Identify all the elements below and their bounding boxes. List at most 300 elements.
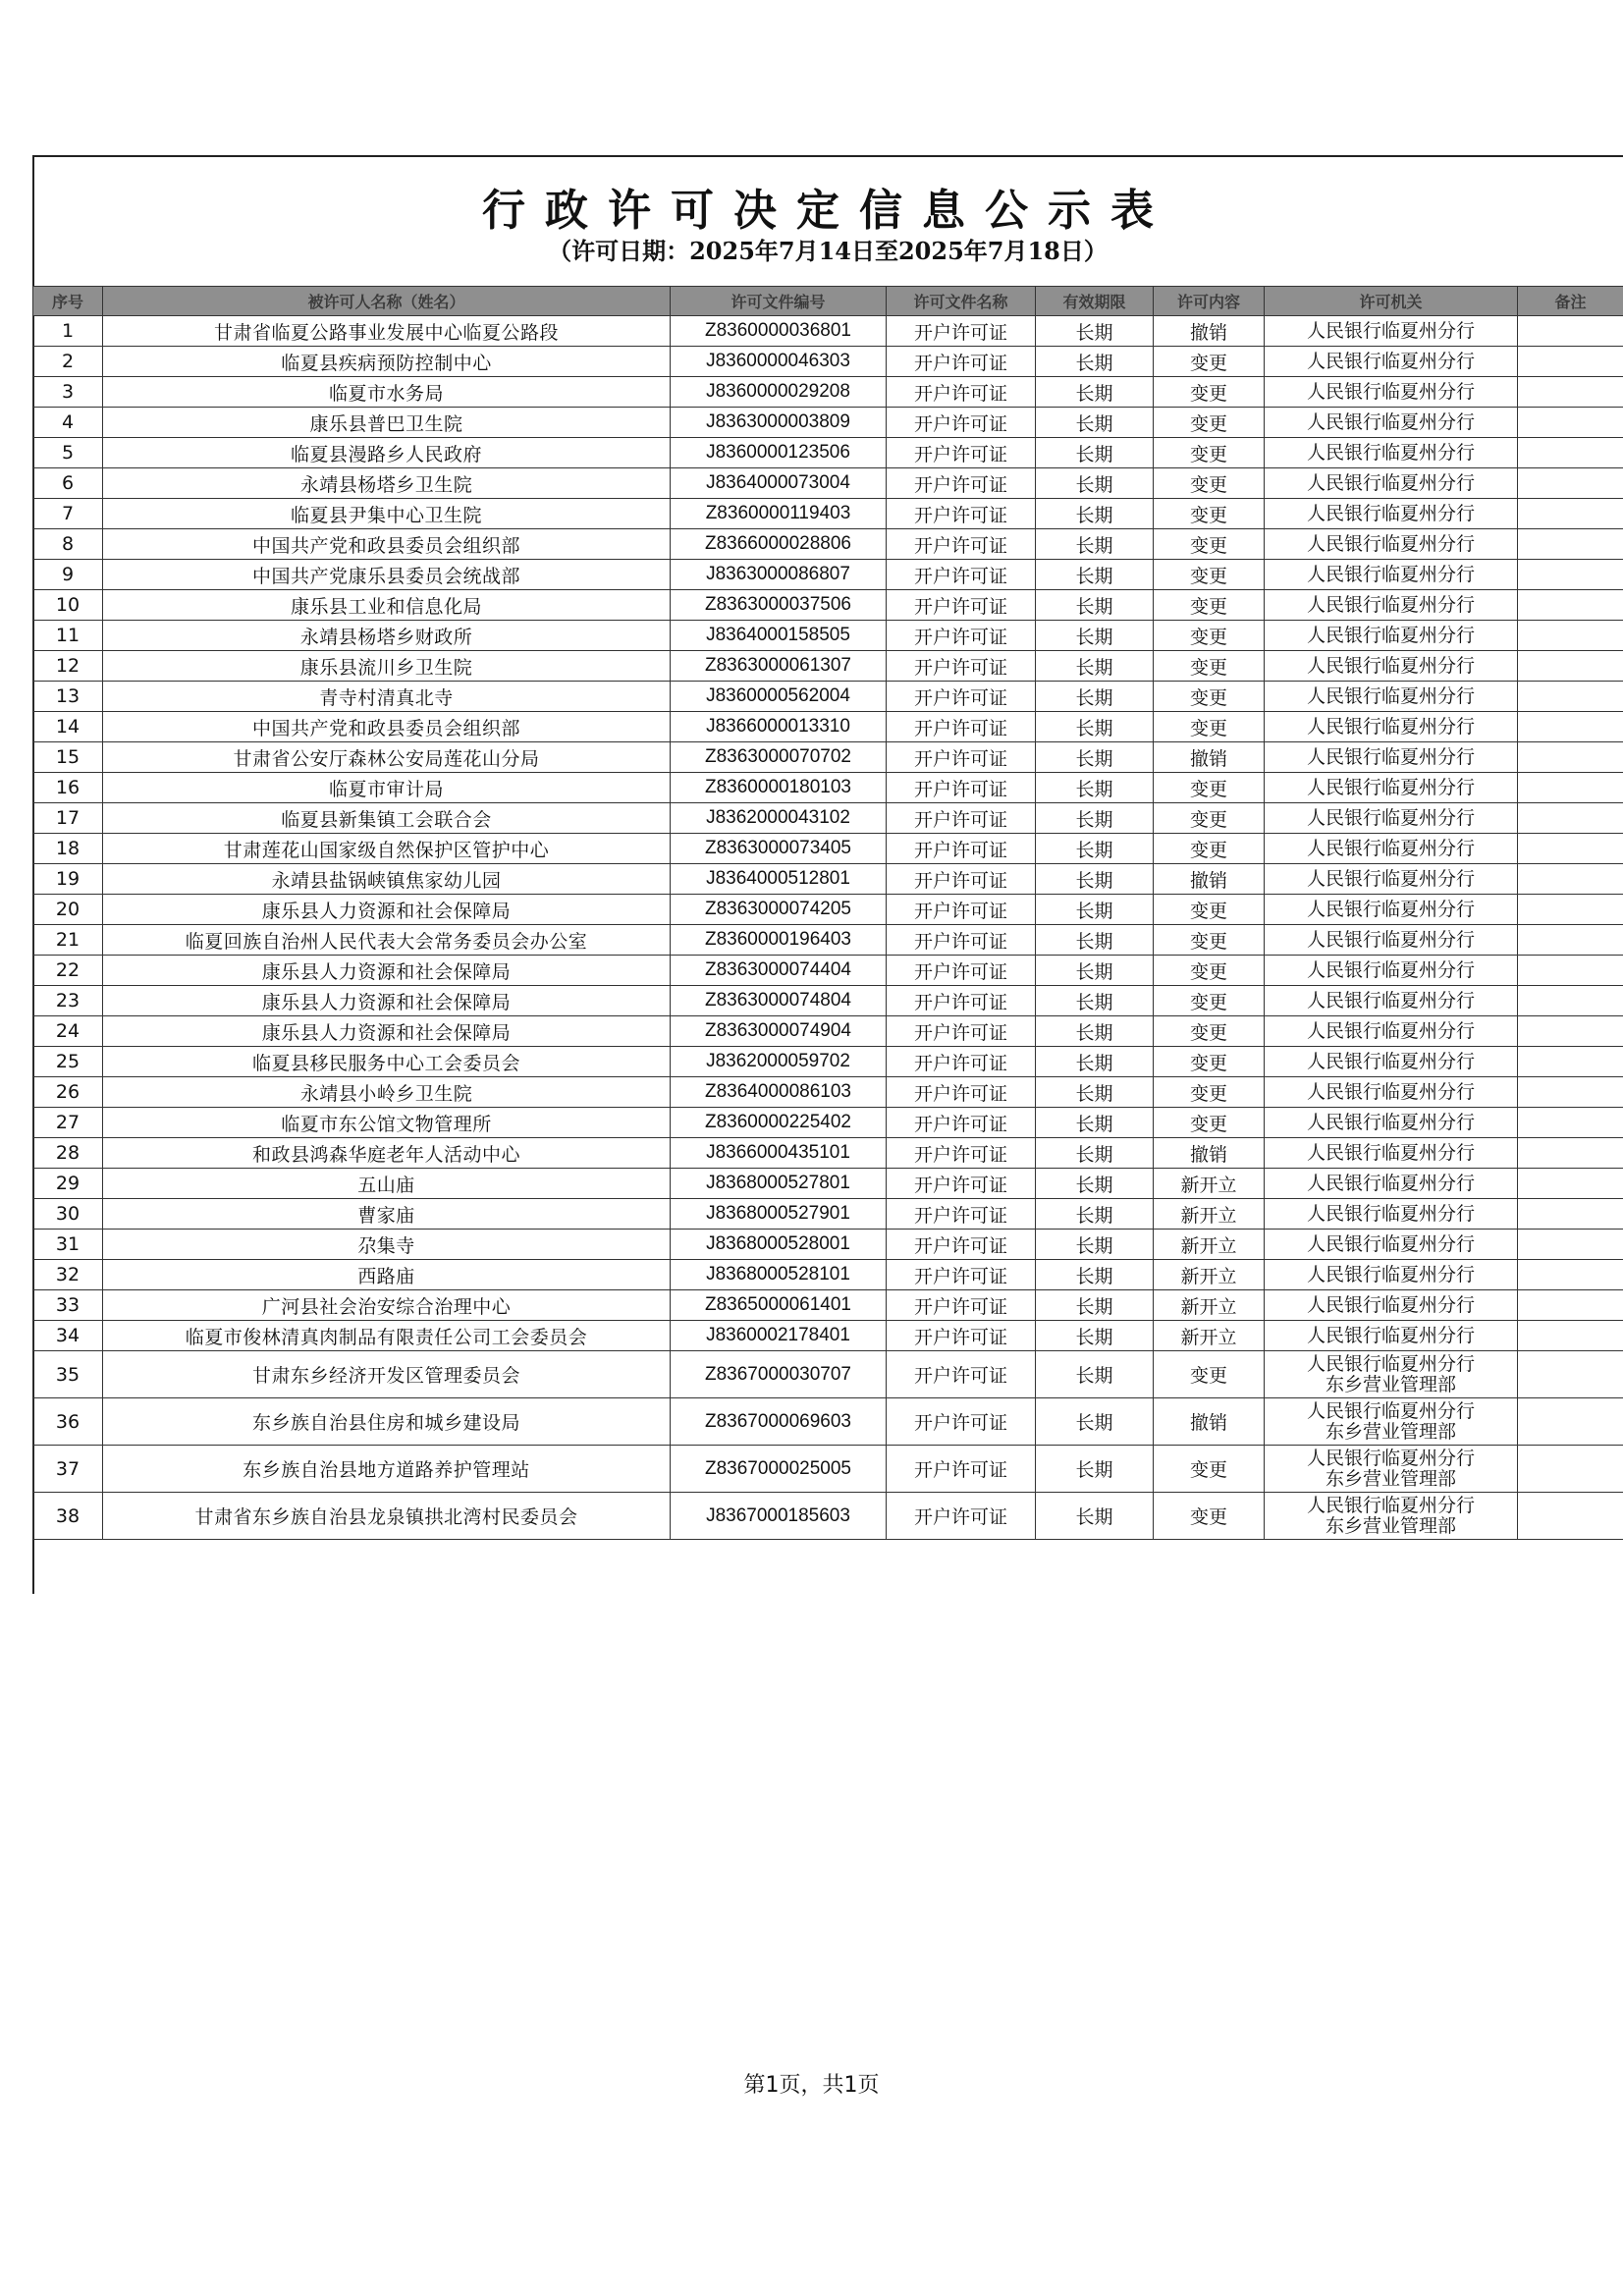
cell-name: 广河县社会治安综合治理中心 [103,1290,671,1321]
cell-doc: 开户许可证 [887,621,1036,651]
table-row [33,1290,1623,1321]
header-authority: 许可机关 [1265,287,1518,316]
cell-remark [1518,956,1623,986]
authority-line: 人民银行临夏州分行 [1306,593,1475,616]
cell-code: Z8367000025005 [671,1446,887,1493]
cell-remark [1518,925,1623,956]
cell-term: 长期 [1036,895,1154,925]
table-row [33,834,1623,864]
cell-authority [1265,1446,1518,1493]
cell-remark [1518,438,1623,468]
cell-term: 长期 [1036,1077,1154,1108]
cell-no: 30 [33,1199,103,1230]
cell-authority [1265,1199,1518,1230]
cell-content: 撤销 [1154,316,1265,347]
table-row [33,1138,1623,1169]
cell-content: 变更 [1154,1016,1265,1047]
cell-term: 长期 [1036,408,1154,438]
cell-remark [1518,1351,1623,1398]
cell-authority [1265,1108,1518,1138]
cell-remark [1518,1260,1623,1290]
cell-no: 9 [33,560,103,590]
cell-term: 长期 [1036,1108,1154,1138]
authority-line: 人民银行临夏州分行 [1306,898,1475,920]
cell-content: 变更 [1154,621,1265,651]
cell-content: 变更 [1154,590,1265,621]
cell-term: 长期 [1036,651,1154,682]
cell-no: 15 [33,742,103,773]
cell-no: 22 [33,956,103,986]
authority-subline: 东乡营业管理部 [1325,1420,1456,1443]
cell-code: J8368000528101 [671,1260,887,1290]
cell-remark [1518,773,1623,803]
authority-line: 人民银行临夏州分行 [1306,1019,1475,1042]
cell-code: J8364000512801 [671,864,887,895]
cell-name: 和政县鸿森华庭老年人活动中心 [103,1138,671,1169]
cell-content: 新开立 [1154,1199,1265,1230]
cell-doc: 开户许可证 [887,408,1036,438]
cell-authority [1265,621,1518,651]
authority-line: 人民银行临夏州分行 [1306,532,1475,555]
cell-term: 长期 [1036,468,1154,499]
table-row [33,742,1623,773]
cell-no: 5 [33,438,103,468]
authority-subline: 东乡营业管理部 [1325,1373,1456,1395]
cell-name: 东乡族自治县地方道路养护管理站 [103,1446,671,1493]
cell-term: 长期 [1036,1199,1154,1230]
cell-content: 变更 [1154,438,1265,468]
cell-no: 26 [33,1077,103,1108]
table-row [33,1446,1623,1493]
cell-authority [1265,1260,1518,1290]
cell-authority [1265,377,1518,408]
cell-no: 11 [33,621,103,651]
authority-line: 人民银行临夏州分行 [1306,1324,1475,1346]
cell-code: J8360000029208 [671,377,887,408]
cell-name: 临夏县疾病预防控制中心 [103,347,671,377]
cell-authority [1265,316,1518,347]
cell-name: 临夏市审计局 [103,773,671,803]
cell-no: 28 [33,1138,103,1169]
cell-doc: 开户许可证 [887,986,1036,1016]
cell-remark [1518,803,1623,834]
cell-authority [1265,864,1518,895]
cell-authority [1265,1230,1518,1260]
table-row [33,651,1623,682]
cell-remark [1518,560,1623,590]
cell-doc: 开户许可证 [887,864,1036,895]
cell-content: 变更 [1154,347,1265,377]
cell-code: Z8360000196403 [671,925,887,956]
cell-code: Z8367000069603 [671,1398,887,1446]
authority-line: 人民银行临夏州分行 [1306,1232,1475,1255]
cell-no: 10 [33,590,103,621]
cell-remark [1518,316,1623,347]
cell-term: 长期 [1036,773,1154,803]
cell-name: 东乡族自治县住房和城乡建设局 [103,1398,671,1446]
cell-no: 8 [33,529,103,560]
cell-authority [1265,1169,1518,1199]
header-code: 许可文件编号 [671,287,887,316]
cell-authority [1265,408,1518,438]
cell-name: 曹家庙 [103,1199,671,1230]
cell-name: 临夏县移民服务中心工会委员会 [103,1047,671,1077]
cell-remark [1518,1077,1623,1108]
cell-content: 变更 [1154,1108,1265,1138]
cell-authority [1265,925,1518,956]
cell-remark [1518,1108,1623,1138]
cell-remark [1518,1016,1623,1047]
authority-line: 人民银行临夏州分行 [1306,380,1475,403]
authority-line: 人民银行临夏州分行 [1306,989,1475,1011]
cell-code: J8368000528001 [671,1230,887,1260]
cell-name: 尕集寺 [103,1230,671,1260]
cell-name: 临夏市俊林清真肉制品有限责任公司工会委员会 [103,1321,671,1351]
cell-term: 长期 [1036,316,1154,347]
cell-doc: 开户许可证 [887,925,1036,956]
cell-term: 长期 [1036,986,1154,1016]
cell-content: 变更 [1154,803,1265,834]
authority-line: 人民银行临夏州分行 [1306,441,1475,464]
cell-term: 长期 [1036,1230,1154,1260]
authority-line: 人民银行临夏州分行 [1306,806,1475,829]
cell-name: 永靖县盐锅峡镇焦家幼儿园 [103,864,671,895]
permit-table [32,286,1623,1540]
cell-content: 变更 [1154,1351,1265,1398]
cell-name: 永靖县杨塔乡财政所 [103,621,671,651]
cell-name: 甘肃省公安厅森林公安局莲花山分局 [103,742,671,773]
cell-authority [1265,1290,1518,1321]
authority-line: 人民银行临夏州分行 [1306,745,1475,768]
cell-doc: 开户许可证 [887,1169,1036,1199]
authority-line: 人民银行临夏州分行 [1306,958,1475,981]
authority-line: 人民银行临夏州分行 [1306,867,1475,890]
authority-line: 人民银行临夏州分行 [1306,776,1475,798]
cell-term: 长期 [1036,560,1154,590]
cell-name: 永靖县小岭乡卫生院 [103,1077,671,1108]
document-subtitle: （许可日期：2025年7月14日至2025年7月18日） [548,237,1108,265]
cell-doc: 开户许可证 [887,560,1036,590]
cell-code: J8360000046303 [671,347,887,377]
authority-line: 人民银行临夏州分行 [1306,1202,1475,1225]
cell-authority [1265,803,1518,834]
cell-code: J8364000158505 [671,621,887,651]
table-row [33,499,1623,529]
cell-term: 长期 [1036,1290,1154,1321]
authority-line: 人民银行临夏州分行 [1306,1111,1475,1133]
cell-name: 临夏市水务局 [103,377,671,408]
cell-content: 变更 [1154,1446,1265,1493]
cell-content: 新开立 [1154,1230,1265,1260]
cell-no: 21 [33,925,103,956]
cell-doc: 开户许可证 [887,499,1036,529]
cell-doc: 开户许可证 [887,834,1036,864]
cell-remark [1518,1199,1623,1230]
table-row [33,1199,1623,1230]
cell-remark [1518,1321,1623,1351]
cell-no: 34 [33,1321,103,1351]
table-row [33,1351,1623,1398]
cell-remark [1518,986,1623,1016]
header-content: 许可内容 [1154,287,1265,316]
cell-content: 变更 [1154,682,1265,712]
cell-no: 36 [33,1398,103,1446]
cell-code: Z8363000061307 [671,651,887,682]
authority-line: 人民银行临夏州分行 [1306,1050,1475,1072]
cell-remark [1518,712,1623,742]
table-row [33,925,1623,956]
cell-doc: 开户许可证 [887,1199,1036,1230]
cell-remark [1518,1230,1623,1260]
cell-authority [1265,1321,1518,1351]
authority-line: 人民银行临夏州分行 [1306,1447,1475,1469]
cell-doc: 开户许可证 [887,1398,1036,1446]
cell-code: Z8363000074205 [671,895,887,925]
cell-code: J8360002178401 [671,1321,887,1351]
cell-doc: 开户许可证 [887,529,1036,560]
cell-doc: 开户许可证 [887,895,1036,925]
cell-doc: 开户许可证 [887,1321,1036,1351]
cell-doc: 开户许可证 [887,712,1036,742]
cell-term: 长期 [1036,956,1154,986]
document-title: 行政许可决定信息公示表 [482,186,1173,236]
cell-term: 长期 [1036,1321,1154,1351]
cell-name: 甘肃莲花山国家级自然保护区管护中心 [103,834,671,864]
cell-authority [1265,712,1518,742]
table-row [33,986,1623,1016]
table-row [33,1230,1623,1260]
authority-line: 人民银行临夏州分行 [1306,684,1475,707]
cell-no: 4 [33,408,103,438]
cell-no: 1 [33,316,103,347]
cell-authority [1265,468,1518,499]
cell-authority [1265,834,1518,864]
cell-no: 18 [33,834,103,864]
cell-name: 康乐县人力资源和社会保障局 [103,986,671,1016]
cell-name: 中国共产党和政县委员会组织部 [103,529,671,560]
cell-no: 38 [33,1493,103,1540]
cell-code: Z8364000086103 [671,1077,887,1108]
cell-content: 变更 [1154,925,1265,956]
authority-line: 人民银行临夏州分行 [1306,1172,1475,1194]
cell-remark [1518,895,1623,925]
cell-code: Z8363000073405 [671,834,887,864]
cell-code: J8363000086807 [671,560,887,590]
authority-line: 人民银行临夏州分行 [1306,410,1475,433]
cell-content: 变更 [1154,1077,1265,1108]
cell-remark [1518,1138,1623,1169]
cell-no: 13 [33,682,103,712]
cell-name: 康乐县工业和信息化局 [103,590,671,621]
cell-doc: 开户许可证 [887,956,1036,986]
table-row [33,895,1623,925]
cell-content: 新开立 [1154,1290,1265,1321]
table-row [33,1108,1623,1138]
cell-remark [1518,742,1623,773]
table-row [33,773,1623,803]
cell-code: J8364000073004 [671,468,887,499]
cell-authority [1265,742,1518,773]
authority-line: 人民银行临夏州分行 [1306,471,1475,494]
cell-no: 20 [33,895,103,925]
cell-authority [1265,986,1518,1016]
cell-authority [1265,1138,1518,1169]
header-no: 序号 [33,287,103,316]
header-name: 被许可人名称（姓名） [103,287,671,316]
cell-name: 临夏市东公馆文物管理所 [103,1108,671,1138]
cell-code: J8362000043102 [671,803,887,834]
table-row [33,1016,1623,1047]
cell-content: 变更 [1154,499,1265,529]
cell-no: 3 [33,377,103,408]
table-row [33,956,1623,986]
table-row [33,712,1623,742]
cell-authority [1265,895,1518,925]
cell-name: 中国共产党康乐县委员会统战部 [103,560,671,590]
cell-content: 新开立 [1154,1260,1265,1290]
cell-remark [1518,651,1623,682]
cell-doc: 开户许可证 [887,682,1036,712]
cell-content: 变更 [1154,377,1265,408]
cell-remark [1518,499,1623,529]
table-row [33,1077,1623,1108]
cell-doc: 开户许可证 [887,1493,1036,1540]
cell-name: 临夏县新集镇工会联合会 [103,803,671,834]
cell-authority [1265,1351,1518,1398]
cell-doc: 开户许可证 [887,1138,1036,1169]
cell-term: 长期 [1036,590,1154,621]
cell-code: Z8363000074404 [671,956,887,986]
table-header-row [33,287,1623,316]
cell-code: J8367000185603 [671,1493,887,1540]
cell-remark [1518,468,1623,499]
table-row [33,682,1623,712]
authority-line: 人民银行临夏州分行 [1306,1352,1475,1375]
cell-content: 变更 [1154,834,1265,864]
cell-no: 7 [33,499,103,529]
cell-no: 19 [33,864,103,895]
cell-content: 变更 [1154,1047,1265,1077]
cell-authority [1265,773,1518,803]
cell-no: 31 [33,1230,103,1260]
cell-name: 康乐县人力资源和社会保障局 [103,956,671,986]
cell-authority [1265,682,1518,712]
cell-name: 中国共产党和政县委员会组织部 [103,712,671,742]
cell-term: 长期 [1036,712,1154,742]
cell-no: 16 [33,773,103,803]
cell-doc: 开户许可证 [887,438,1036,468]
cell-doc: 开户许可证 [887,1290,1036,1321]
cell-authority [1265,590,1518,621]
cell-doc: 开户许可证 [887,803,1036,834]
cell-authority [1265,499,1518,529]
cell-term: 长期 [1036,1398,1154,1446]
cell-name: 康乐县人力资源和社会保障局 [103,895,671,925]
table-row [33,1169,1623,1199]
header-term: 有效期限 [1036,287,1154,316]
cell-code: Z8363000037506 [671,590,887,621]
cell-term: 长期 [1036,1260,1154,1290]
cell-term: 长期 [1036,1047,1154,1077]
cell-term: 长期 [1036,377,1154,408]
cell-content: 新开立 [1154,1169,1265,1199]
cell-content: 变更 [1154,956,1265,986]
cell-content: 变更 [1154,529,1265,560]
table-row [33,377,1623,408]
authority-line: 人民银行临夏州分行 [1306,563,1475,585]
cell-content: 变更 [1154,1493,1265,1540]
table-row [33,864,1623,895]
cell-name: 五山庙 [103,1169,671,1199]
cell-code: Z8360000225402 [671,1108,887,1138]
cell-name: 甘肃省东乡族自治县龙泉镇拱北湾村民委员会 [103,1493,671,1540]
header-remark: 备注 [1518,287,1623,316]
cell-term: 长期 [1036,1016,1154,1047]
cell-no: 24 [33,1016,103,1047]
cell-code: J8368000527801 [671,1169,887,1199]
cell-remark [1518,1398,1623,1446]
cell-name: 甘肃省临夏公路事业发展中心临夏公路段 [103,316,671,347]
cell-remark [1518,1169,1623,1199]
cell-authority [1265,347,1518,377]
cell-doc: 开户许可证 [887,1108,1036,1138]
authority-line: 人民银行临夏州分行 [1306,502,1475,524]
table-row [33,803,1623,834]
cell-term: 长期 [1036,925,1154,956]
cell-code: Z8363000074904 [671,1016,887,1047]
cell-term: 长期 [1036,834,1154,864]
page-footer: 第1页，共1页 [743,2073,880,2098]
cell-doc: 开户许可证 [887,742,1036,773]
table-row [33,1398,1623,1446]
cell-remark [1518,834,1623,864]
cell-code: J8362000059702 [671,1047,887,1077]
authority-subline: 东乡营业管理部 [1325,1514,1456,1537]
cell-name: 康乐县人力资源和社会保障局 [103,1016,671,1047]
authority-line: 人民银行临夏州分行 [1306,319,1475,342]
cell-remark [1518,529,1623,560]
cell-no: 37 [33,1446,103,1493]
cell-remark [1518,864,1623,895]
authority-line: 人民银行临夏州分行 [1306,837,1475,859]
cell-content: 变更 [1154,468,1265,499]
cell-code: Z8365000061401 [671,1290,887,1321]
cell-name: 临夏回族自治州人民代表大会常务委员会办公室 [103,925,671,956]
cell-content: 变更 [1154,560,1265,590]
cell-remark [1518,1446,1623,1493]
cell-term: 长期 [1036,438,1154,468]
cell-no: 29 [33,1169,103,1199]
cell-doc: 开户许可证 [887,1077,1036,1108]
cell-no: 25 [33,1047,103,1077]
cell-term: 长期 [1036,1493,1154,1540]
cell-no: 17 [33,803,103,834]
cell-doc: 开户许可证 [887,590,1036,621]
cell-doc: 开户许可证 [887,1446,1036,1493]
cell-no: 32 [33,1260,103,1290]
cell-no: 6 [33,468,103,499]
cell-term: 长期 [1036,347,1154,377]
authority-line: 人民银行临夏州分行 [1306,1080,1475,1103]
authority-subline: 东乡营业管理部 [1325,1467,1456,1490]
cell-name: 西路庙 [103,1260,671,1290]
cell-no: 2 [33,347,103,377]
cell-doc: 开户许可证 [887,316,1036,347]
cell-name: 康乐县普巴卫生院 [103,408,671,438]
cell-doc: 开户许可证 [887,1351,1036,1398]
cell-authority [1265,560,1518,590]
cell-doc: 开户许可证 [887,468,1036,499]
